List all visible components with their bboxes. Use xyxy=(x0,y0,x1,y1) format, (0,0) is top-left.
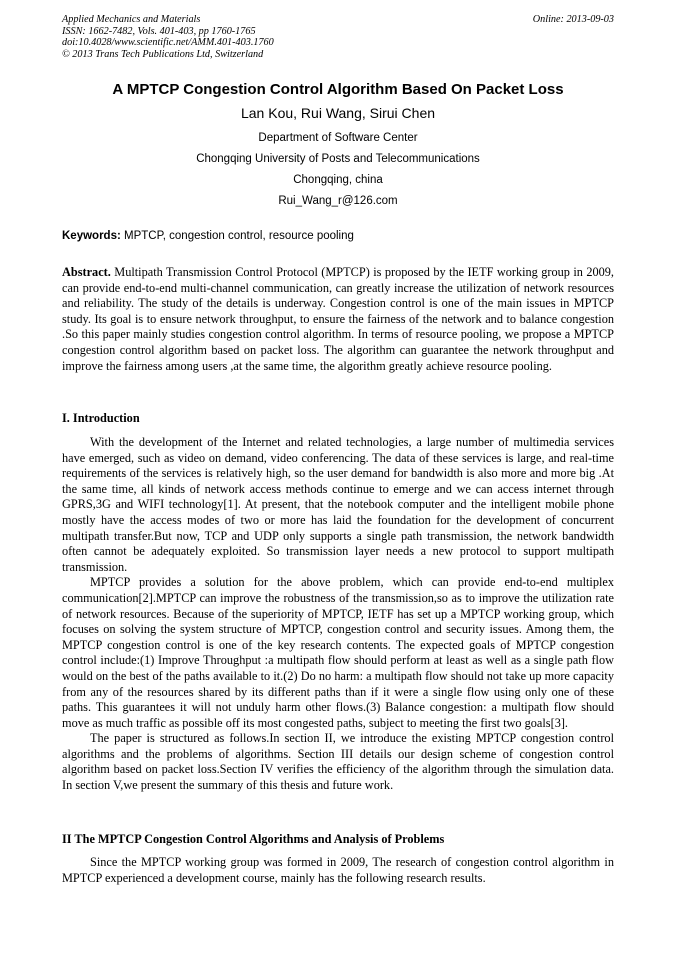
keywords-text: MPTCP, congestion control, resource pooling xyxy=(120,230,354,242)
intro-paragraph-1: With the development of the Internet and related technologies, a large number of multimedia services have emerged, such as video on demand, video conferencing. The data of these services is large, and real-time requirements of the services is relatively high, so the user demand for bandwidth is also more and more big .At the same time, all kinds of network access methods continue to emerge and we can access internet through GPRS,3G and WIFI technology[1]. At present, that the notebook computer and the intelligent mobile phone mostly have the access modes of two or more has laid the foundation for the development of concurrent multipath transfer.But now, TCP and UDP only supports a single path transmission, the network bandwidth often cannot be adequately exploited. So transmission layer needs a new protocol to support multipath transmission. xyxy=(62,435,614,574)
abstract-label: Abstract. xyxy=(62,265,111,279)
section-2-paragraph-1: Since the MPTCP working group was formed in 2009, The research of congestion control algorithm in MPTCP experienced a development course, mainly has the following research results. xyxy=(62,855,614,885)
journal-name: Applied Mechanics and Materials xyxy=(62,14,201,25)
paper-title: A MPTCP Congestion Control Algorithm Based On Packet Loss xyxy=(112,81,564,98)
affiliation-department: Department of Software Center xyxy=(258,132,418,144)
affiliation-city: Chongqing, china xyxy=(293,174,383,186)
author-email: Rui_Wang_r@126.com xyxy=(278,195,398,207)
section-heading-introduction: I. Introduction xyxy=(62,411,140,425)
section-2-body xyxy=(62,855,614,886)
doi-line: doi:10.4028/www.scientific.net/AMM.401-403.1760 xyxy=(62,37,274,49)
abstract-text: Multipath Transmission Control Protocol (MPTCP) is proposed by the IETF working group in 2009, can provide end-to-end multi-channel communication, can greatly increase the utilization of network resources and reliability. The study of the details is underway. Congestion control is one of the main issues in MPTCP study. Its goal is to ensure network throughput, to ensure the fairness of the network and to balance congestion .So this paper mainly studies congestion control algorithm. In terms of resource pooling, we propose a MPTCP congestion control algorithm based on packet loss. The algorithm can guarantee the network throughput and improve the fairness among users ,at the same time, the algorithm greatly achieve resource pooling. xyxy=(62,265,614,373)
keywords-label: Keywords: xyxy=(62,230,121,242)
copyright-line: © 2013 Trans Tech Publications Ltd, Switzerland xyxy=(62,48,264,60)
affiliation-university: Chongqing University of Posts and Telecommunications xyxy=(196,153,480,165)
section-heading-2: II The MPTCP Congestion Control Algorithms and Analysis of Problems xyxy=(62,832,445,846)
intro-paragraph-2: MPTCP provides a solution for the above problem, which can provide end-to-end multiplex communication[2].MPTCP can improve the robustness of the transmission,so as to improve the utilization rate of network resources. Because of the superiority of MPTCP, IETF has set up a MPTCP working group, which focuses on solving the system structure of MPTCP, congestion control and security issues. Among them, the MPTCP congestion control is one of the key research contents. The expected goals of MPTCP congestion control include:(1) Improve Throughput :a multipath flow should perform at least as well as a single path flow would on the best of the paths available to it.(2) Do no harm: a multipath flow should not take up more capacity from any of the resources shared by its different paths than if it were a single flow using only one of these paths. This guarantees it will not unduly harm other flows.(3) Balance congestion: a multipath flow should move as much traffic as possible off its most congested paths, subject to meeting the first two goals[3]. xyxy=(62,575,614,730)
intro-paragraph-3: The paper is structured as follows.In section II, we introduce the existing MPTCP congestion control algorithms and the problems of algorithms. Section III details our design scheme of congestion control algorithm based on packet loss.Section IV verifies the efficiency of the algorithm through the simulation data. In section V,we present the summary of this thesis and future work. xyxy=(62,731,614,793)
online-date: Online: 2013-09-03 xyxy=(532,14,614,25)
paper-authors: Lan Kou, Rui Wang, Sirui Chen xyxy=(240,105,436,121)
abstract xyxy=(62,265,614,374)
keywords-line xyxy=(62,230,614,242)
issn-line: ISSN: 1662-7482, Vols. 401-403, pp 1760-1765 xyxy=(62,25,256,37)
journal-header xyxy=(62,14,614,60)
introduction-body xyxy=(62,435,614,794)
